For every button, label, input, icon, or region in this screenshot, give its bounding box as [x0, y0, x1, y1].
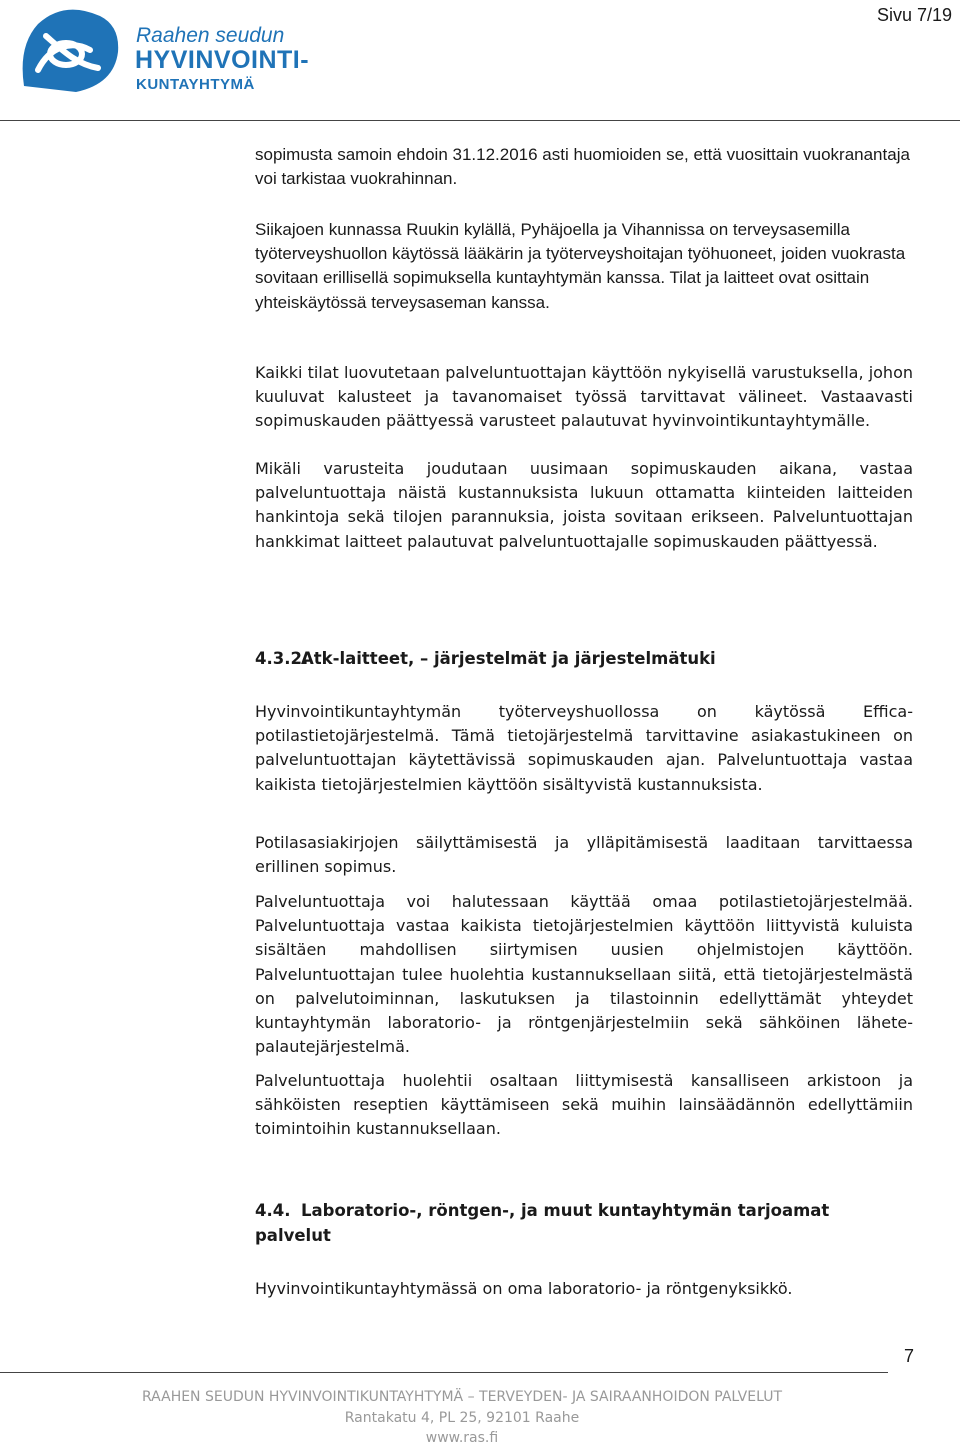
section-heading-4-3-2 — [255, 647, 716, 672]
section-heading-4-4 — [255, 1199, 895, 1248]
header-divider — [0, 120, 960, 121]
paragraph-own-system: Palveluntuottaja voi halutessaan käyttää omaa potilastietojärjestelmää. Palveluntuottaja vastaa kaikista tietojärjestelmien käyttöön liittyvistä kuluista sisältäen mahdollisen siirtymisen uusien ohjelmistojen käyttöön. Palveluntuottajan tulee huolehtia kustannuksellaan siitä, että tietojärjestelmästä on palvelutoiminnan, laskutuksen ja tilastoinnin edellyttämät yhteydet kuntayhtymän laboratorio- ja röntgenjärjestelmiin sekä sähköinen lähete-palautejärjestelmä. — [255, 892, 913, 1057]
footer-address: Rantakatu 4, PL 25, 92101 Raahe — [344, 1410, 580, 1426]
paragraph-equipment: Mikäli varusteita joudutaan uusimaan sopimuskauden aikana, vastaa palveluntuottaja näistä kustannuksista lukuun ottamatta kiinteiden laitteiden hankintoja sekä tilojen parannuksia, joista sovitaan erikseen. Palveluntuottajan hankkimat laitteet palautuvat palveluntuottajalle sopimuskauden päättyessä. — [255, 459, 913, 551]
page-number: 7 — [903, 1346, 914, 1366]
section-number: 4.3.2. — [255, 649, 309, 668]
paragraph-premises: Kaikki tilat luovutetaan palveluntuottajan käyttöön nykyisellä varustuksella, johon kuuluvat kalusteet ja tavanomaiset työssä tarvittavat välineet. Vastaavasti sopimuskauden päättyessä varusteet palautuvat hyvinvointikuntayhtymälle. — [255, 363, 913, 431]
organization-logo — [16, 6, 316, 94]
paragraph-laboratory: Hyvinvointikuntayhtymässä on oma laboratorio- ja röntgenyksikkö. — [255, 1279, 793, 1298]
section-title: Laboratorio-, röntgen-, ja muut kuntayhtymän tarjoamat palvelut — [255, 1201, 830, 1245]
paragraph-lease-terms: sopimusta samoin ehdoin 31.12.2016 asti huomioiden se, että vuosittain vuokranantaja voi tarkistaa vuokrahinnan. — [255, 145, 910, 189]
page-indicator: Sivu 7/19 — [876, 5, 952, 25]
section-number: 4.4. — [255, 1201, 291, 1220]
paragraph-national-archive: Palveluntuottaja huolehtii osaltaan liittymisestä kansalliseen arkistoon ja sähköisten reseptien käyttämiseen sekä muihin lainsäädännön edellyttämiin toimintoihin kustannuksellaan. — [255, 1071, 913, 1139]
logo-text-line1: Raahen seudun — [136, 24, 285, 47]
footer-organization: RAAHEN SEUDUN HYVINVOINTIKUNTAYHTYMÄ – TERVEYDEN- JA SAIRAANHOIDON PALVELUT — [141, 1389, 783, 1405]
paragraph-patient-system: Hyvinvointikuntayhtymän työterveyshuollossa on käytössä Effica-potilastietojärjestelmä. Tämä tietojärjestelmä tarvittavine asiakastukineen on palveluntuottajan käytettävissä sopimuskauden ajan. Palveluntuottaja vastaa kaikista tietojärjestelmien käyttöön sisältyvistä kustannuksista. — [255, 702, 913, 794]
logo-text-line2: HYVINVOINTI- — [135, 46, 310, 74]
footer-divider — [0, 1372, 888, 1373]
paragraph-health-stations: Siikajoen kunnassa Ruukin kylällä, Pyhäjoella ja Vihannissa on terveysasemilla työterveyshuollon käytössä lääkärin ja työterveyshoitajan työhuoneet, joiden vuokrasta sovitaan erillisellä sopimuksella kuntayhtymän kanssa. Tilat ja laitteet ovat osittain yhteiskäytössä terveysaseman kanssa. — [255, 220, 906, 312]
paragraph-records: Potilasasiakirjojen säilyttämisestä ja ylläpitämisestä laaditaan tarvittaessa erillinen sopimus. — [255, 833, 913, 877]
section-title: Atk-laitteet, – järjestelmät ja järjestelmätuki — [301, 649, 716, 668]
footer-website: www.ras.fi — [425, 1430, 499, 1446]
knot-logo-icon — [16, 6, 120, 94]
logo-text-line3: KUNTAYHTYMÄ — [136, 76, 255, 93]
